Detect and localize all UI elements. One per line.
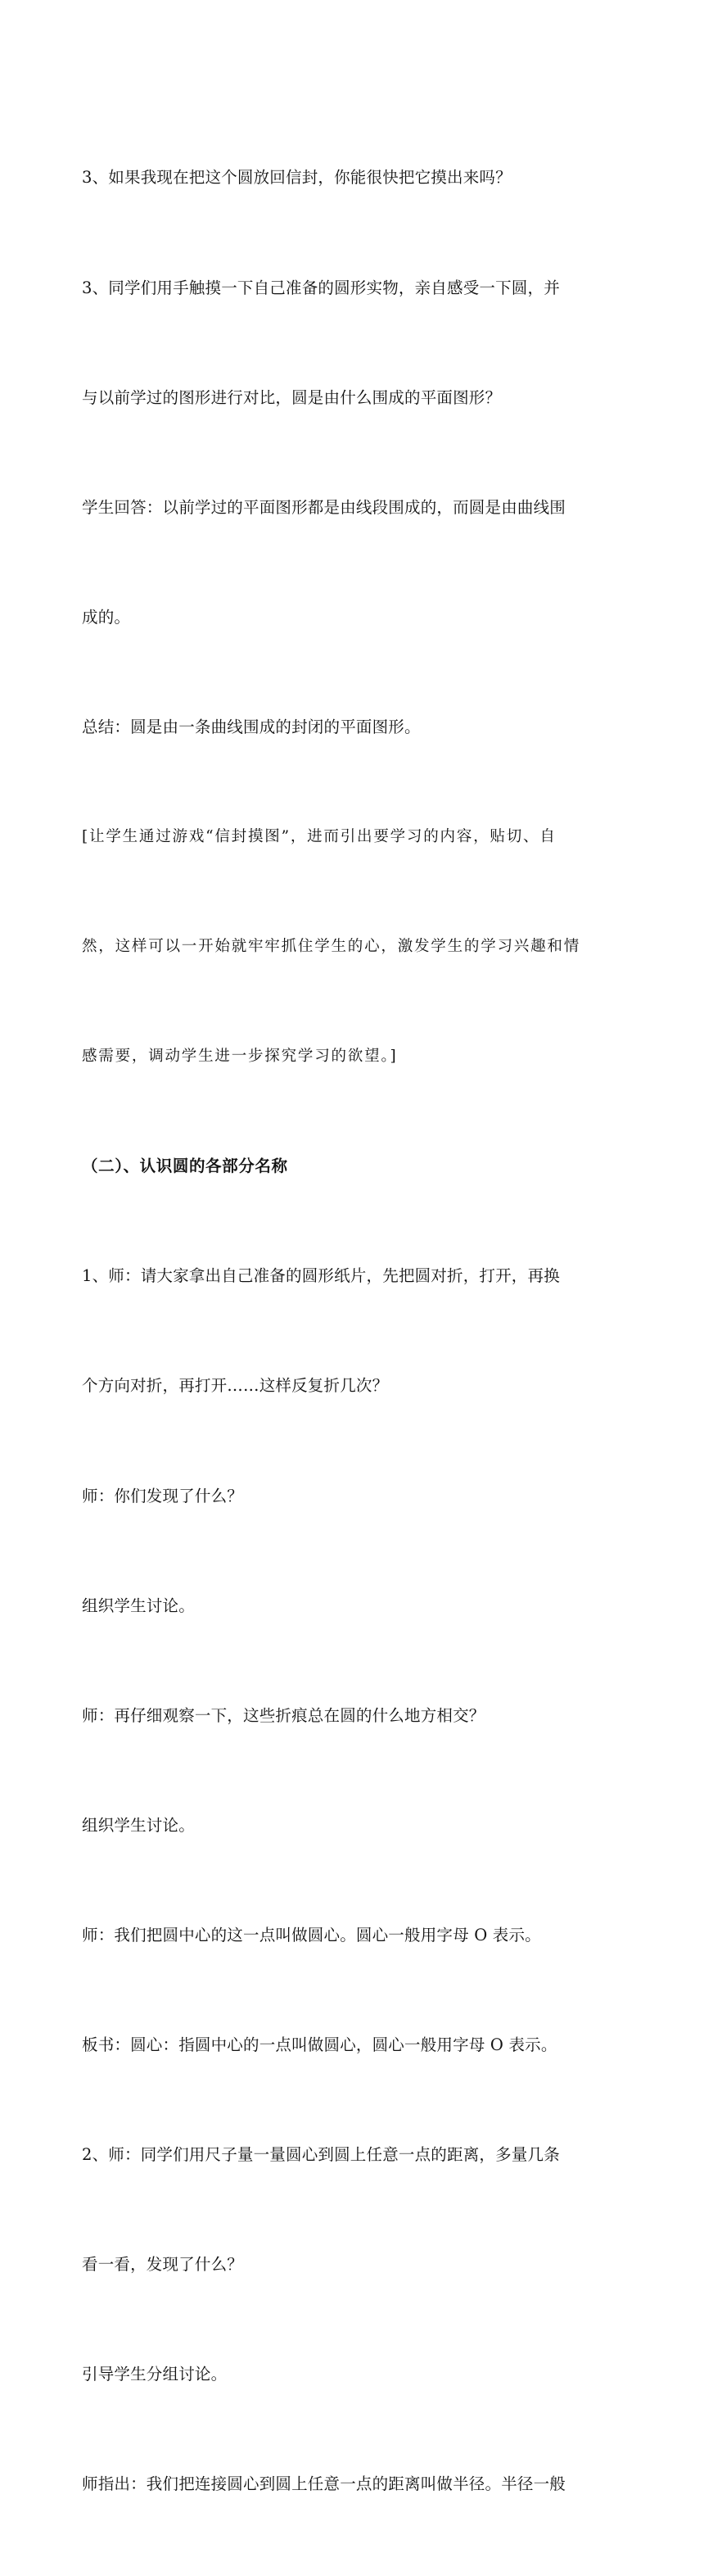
annotation-line: [让学生通过游戏“信封摸图”，进而引出要学习的内容，贴切、自 bbox=[82, 827, 557, 845]
paragraph-line: 组织学生讨论。 bbox=[82, 1815, 195, 1835]
annotation-line: 感需要，调动学生进一步探究学习的欲望。] bbox=[82, 1048, 398, 1066]
document-body bbox=[82, 87, 606, 2576]
paragraph-line: 个方向对折，再打开……这样反复折几次？ bbox=[82, 1376, 389, 1396]
paragraph-line: 组织学生讨论。 bbox=[82, 1596, 195, 1615]
paragraph-line: 与以前学过的图形进行对比，圆是由什么围成的平面图形？ bbox=[82, 387, 502, 407]
paragraph-line: 3、如果我现在把这个圆放回信封，你能很快把它摸出来吗？ bbox=[82, 168, 512, 188]
paragraph-line: 师：再仔细观察一下，这些折痕总在圆的什么地方相交？ bbox=[82, 1705, 485, 1725]
paragraph-line: 2、师：同学们用尺子量一量圆心到圆上任意一点的距离，多量几条 bbox=[82, 2145, 560, 2165]
paragraph-line: 成的。 bbox=[82, 607, 131, 627]
paragraph-line: 师指出：我们把连接圆心到圆上任意一点的距离叫做半径。半径一般 bbox=[82, 2474, 566, 2494]
annotation-line: 然，这样可以一开始就牢牢抓住学生的心，激发学生的学习兴趣和情 bbox=[82, 938, 581, 956]
paragraph-line: 师：你们发现了什么？ bbox=[82, 1486, 244, 1505]
paragraph-line: 师：我们把圆中心的这一点叫做圆心。圆心一般用字母 O 表示。 bbox=[82, 1925, 541, 1944]
summary-line: 总结：圆是由一条曲线围成的封闭的平面图形。 bbox=[82, 717, 421, 736]
paragraph-line: 3、同学们用手触摸一下自己准备的圆形实物，亲自感受一下圆，并 bbox=[82, 278, 560, 297]
paragraph-line: 学生回答：以前学过的平面图形都是由线段围成的，而圆是由曲线围 bbox=[82, 497, 566, 517]
paragraph-line: 看一看，发现了什么？ bbox=[82, 2255, 244, 2275]
blackboard-line: 板书：圆心：指圆中心的一点叫做圆心，圆心一般用字母 O 表示。 bbox=[82, 2035, 557, 2054]
paragraph-line: 引导学生分组讨论。 bbox=[82, 2365, 228, 2384]
paragraph-line: 1、师：请大家拿出自己准备的圆形纸片，先把圆对折，打开，再换 bbox=[82, 1266, 560, 1286]
section-heading: （二）、认识圆的各部分名称 bbox=[82, 1157, 288, 1176]
